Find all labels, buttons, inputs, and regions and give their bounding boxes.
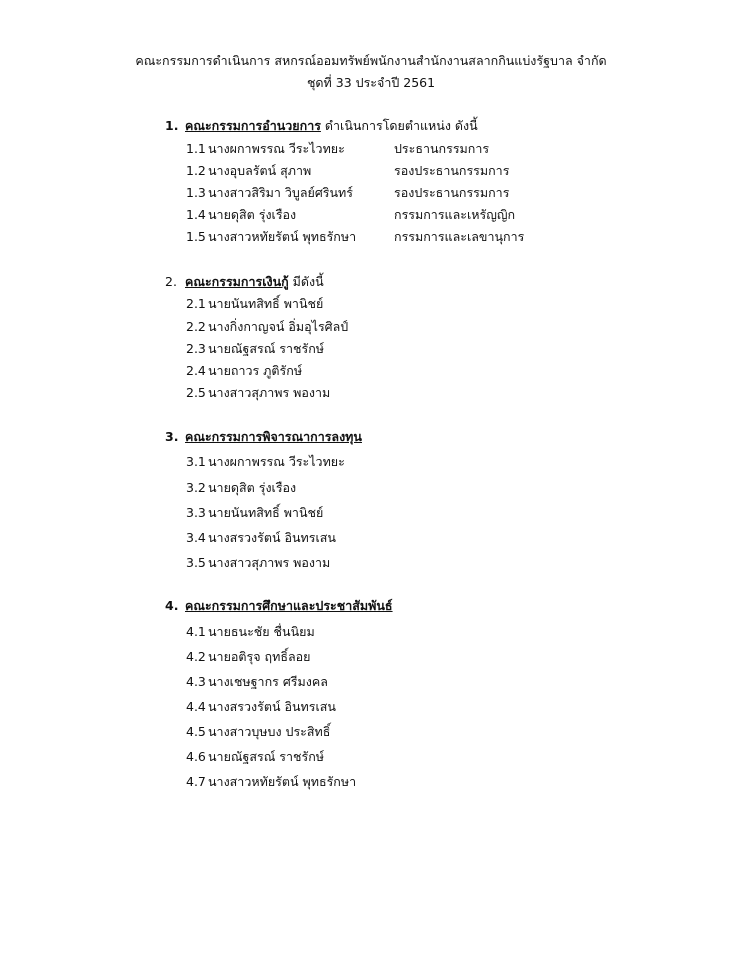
member-row xyxy=(186,647,310,667)
member-role: ประธานกรรมการ xyxy=(394,141,490,156)
section-title: คณะกรรมการศึกษาและประชาสัมพันธ์ xyxy=(185,598,393,613)
member-number: 4.4 xyxy=(186,699,206,714)
member-number: 2.1 xyxy=(186,296,206,311)
section-heading-4 xyxy=(165,596,393,616)
member-name: นายณัฐสรณ์ ราชรักษ์ xyxy=(208,341,325,356)
member-name: นายนันทสิทธิ์ พานิชย์ xyxy=(208,296,324,311)
member-name: นางสาวสุภาพร พองาม xyxy=(208,385,331,400)
member-row xyxy=(186,478,296,498)
member-row xyxy=(186,503,323,523)
member-number: 3.3 xyxy=(186,505,206,520)
member-name: นางสาวสิริมา วิบูลย์ศรินทร์ xyxy=(208,185,353,200)
member-name: นายนันทสิทธิ์ พานิชย์ xyxy=(208,505,324,520)
member-name: นายอติรุจ ฤทธิ์ลอย xyxy=(208,649,311,664)
member-number: 3.2 xyxy=(186,480,206,495)
section-title-suffix: ดำเนินการโดยตำแหน่ง ดังนี้ xyxy=(320,118,478,133)
member-name: นางสรวงรัตน์ อินทรเสน xyxy=(208,530,336,545)
member-name: นางสาวบุษบง ประสิทธิ์ xyxy=(208,724,331,739)
section-title: คณะกรรมการพิจารณาการลงทุน xyxy=(185,429,362,444)
member-name: นางผกาพรรณ วีระไวทยะ xyxy=(208,141,345,156)
member-number: 3.4 xyxy=(186,530,206,545)
section-number: 2. xyxy=(165,274,177,289)
member-number: 4.2 xyxy=(186,649,206,664)
section-number: 1. xyxy=(165,118,179,133)
member-role: รองประธานกรรมการ xyxy=(394,163,510,178)
section-title: คณะกรรมการอำนวยการ xyxy=(185,118,321,133)
member-row xyxy=(186,383,330,403)
member-row xyxy=(186,553,330,573)
member-name: นางกิ่งกาญจน์ อิ่มอุไรศิลป์ xyxy=(208,319,349,334)
member-name: นายดุสิต รุ่งเรือง xyxy=(208,207,297,222)
member-row xyxy=(186,161,510,181)
member-number: 1.3 xyxy=(186,185,206,200)
member-number: 4.1 xyxy=(186,624,206,639)
member-number: 2.3 xyxy=(186,341,206,356)
member-number: 4.6 xyxy=(186,749,206,764)
document-subtitle: ชุดที่ 33 ประจำปี 2561 xyxy=(306,75,436,90)
member-row xyxy=(186,339,324,359)
member-number: 1.4 xyxy=(186,207,206,222)
member-name: นางสาวหทัยรัตน์ พุทธรักษา xyxy=(208,774,357,789)
member-name: นางเชษฐากร ศรีมงคล xyxy=(208,674,328,689)
member-name: นางสรวงรัตน์ อินทรเสน xyxy=(208,699,336,714)
member-name: นางสาวสุภาพร พองาม xyxy=(208,555,331,570)
member-row xyxy=(186,452,345,472)
member-number: 1.5 xyxy=(186,229,206,244)
member-row xyxy=(186,205,516,225)
document-title: คณะกรรมการดำเนินการ สหกรณ์ออมทรัพย์พนักงานสำนักงานสลากกินแบ่งรัฐบาล จำกัด xyxy=(135,53,607,68)
member-number: 1.2 xyxy=(186,163,206,178)
member-row xyxy=(186,772,356,792)
section-title: คณะกรรมการเงินกู้ xyxy=(185,274,289,289)
member-number: 3.5 xyxy=(186,555,206,570)
member-row xyxy=(186,361,302,381)
member-number: 1.1 xyxy=(186,141,206,156)
member-number: 3.1 xyxy=(186,454,206,469)
member-row xyxy=(186,139,490,159)
member-row xyxy=(186,697,336,717)
section-number: 3. xyxy=(165,429,179,444)
member-name: นางผกาพรรณ วีระไวทยะ xyxy=(208,454,345,469)
member-number: 4.7 xyxy=(186,774,206,789)
member-row xyxy=(186,672,328,692)
member-name: นายถาวร ภูติรักษ์ xyxy=(208,363,303,378)
member-number: 2.5 xyxy=(186,385,206,400)
member-row xyxy=(186,747,324,767)
section-heading-3 xyxy=(165,427,362,447)
member-role: กรรมการและเหรัญญิก xyxy=(394,207,516,222)
member-number: 4.5 xyxy=(186,724,206,739)
member-row xyxy=(186,183,510,203)
member-name: นายณัฐสรณ์ ราชรักษ์ xyxy=(208,749,325,764)
section-heading-1 xyxy=(165,116,478,136)
member-row xyxy=(186,528,336,548)
member-row xyxy=(186,294,323,314)
member-name: นางอุบลรัตน์ สุภาพ xyxy=(208,163,312,178)
member-number: 4.3 xyxy=(186,674,206,689)
member-row xyxy=(186,622,315,642)
member-number: 2.4 xyxy=(186,363,206,378)
member-name: นางสาวหทัยรัตน์ พุทธรักษา xyxy=(208,229,357,244)
member-row xyxy=(186,227,525,247)
section-title-suffix: มีดังนี้ xyxy=(288,274,324,289)
section-number: 4. xyxy=(165,598,179,613)
member-role: รองประธานกรรมการ xyxy=(394,185,510,200)
member-role: กรรมการและเลขานุการ xyxy=(394,229,525,244)
member-row xyxy=(186,317,348,337)
member-row xyxy=(186,722,330,742)
member-name: นายธนะชัย ชื่นนิยม xyxy=(208,624,315,639)
member-name: นายดุสิต รุ่งเรือง xyxy=(208,480,297,495)
member-number: 2.2 xyxy=(186,319,206,334)
section-heading-2 xyxy=(165,272,324,292)
